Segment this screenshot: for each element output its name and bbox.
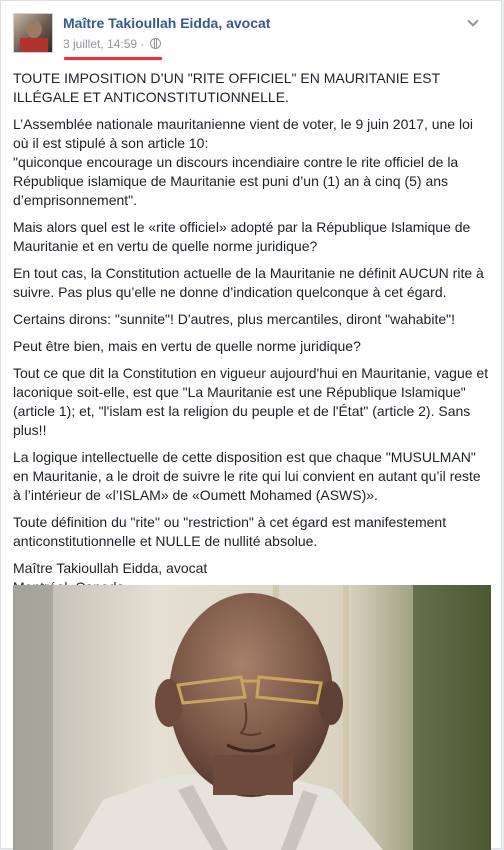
timestamp-highlight-underline [64, 57, 162, 60]
post-paragraph: Certains dirons: "sunnite"! D'autres, plus mercantiles, diront "wahabite"! [13, 311, 455, 327]
chevron-down-icon[interactable] [467, 17, 479, 29]
globe-icon[interactable] [150, 38, 161, 49]
post-paragraph: Tout ce que dit la Constitution en vigueur aujourd'hui en Mauritanie, vague et laconique soit-elle, est que "La Mauritanie est une République Islamique" (article 1); et, "l'islam est la religion du peuple et de l'État" (article 2). Sans plus!! [13, 365, 489, 438]
avatar[interactable] [13, 13, 53, 53]
post-paragraph: L’Assemblée nationale mauritanienne vient de voter, le 9 juin 2017, une loi où il est stipulé à son article 10: [13, 116, 473, 151]
post-paragraph: Mais alors quel est le «rite officiel» adopté par la République Islamique de Mauritanie et en vertu de quelle norme juridique? [13, 219, 471, 254]
post-header [13, 13, 483, 57]
post-paragraph: Toute définition du "rite" ou "restriction" à cet égard est manifestement anticonstitutionnelle et NULLE de nullité absolue. [13, 514, 447, 549]
post-timestamp[interactable]: 3 juillet, 14:59 [63, 37, 138, 51]
post-photo[interactable] [13, 585, 491, 850]
post-paragraph: En tout cas, la Constitution actuelle de la Mauritanie ne définit AUCUN rite à suivre. Pas plus qu’elle ne donne d’indication quelconque à cet égard. [13, 265, 484, 300]
author-name[interactable]: Maître Takioullah Eidda, avocat [63, 15, 271, 31]
author-portrait [13, 585, 491, 850]
post-paragraph: Peut être bien, mais en vertu de quelle norme juridique? [13, 338, 361, 354]
avatar-face [26, 20, 42, 38]
signature-name: Maître Takioullah Eidda, avocat [13, 560, 208, 576]
avatar-shirt [20, 38, 48, 53]
post-paragraph-headline: TOUTE IMPOSITION D’UN "RITE OFFICIEL" EN MAURITANIE EST ILLÉGALE ET ANTICONSTITUTIONNELLE. [13, 70, 440, 105]
post-meta [63, 37, 161, 51]
post-paragraph-quote: "quiconque encourage un discours incendiaire contre le rite officiel de la République islamique de Mauritanie est puni d’un (1) an à cinq (5) ans d’emprisonnement". [13, 154, 459, 208]
post-paragraph: La logique intellectuelle de cette disposition est que chaque "MUSULMAN" en Mauritanie, a le droit de suivre le rite qui lui convient en autant qu’il reste à l’intérieur de «l’ISLAM» de «Oumett Mohamed (ASWS)». [13, 449, 481, 503]
post-body [13, 69, 489, 597]
meta-separator: · [140, 37, 145, 51]
